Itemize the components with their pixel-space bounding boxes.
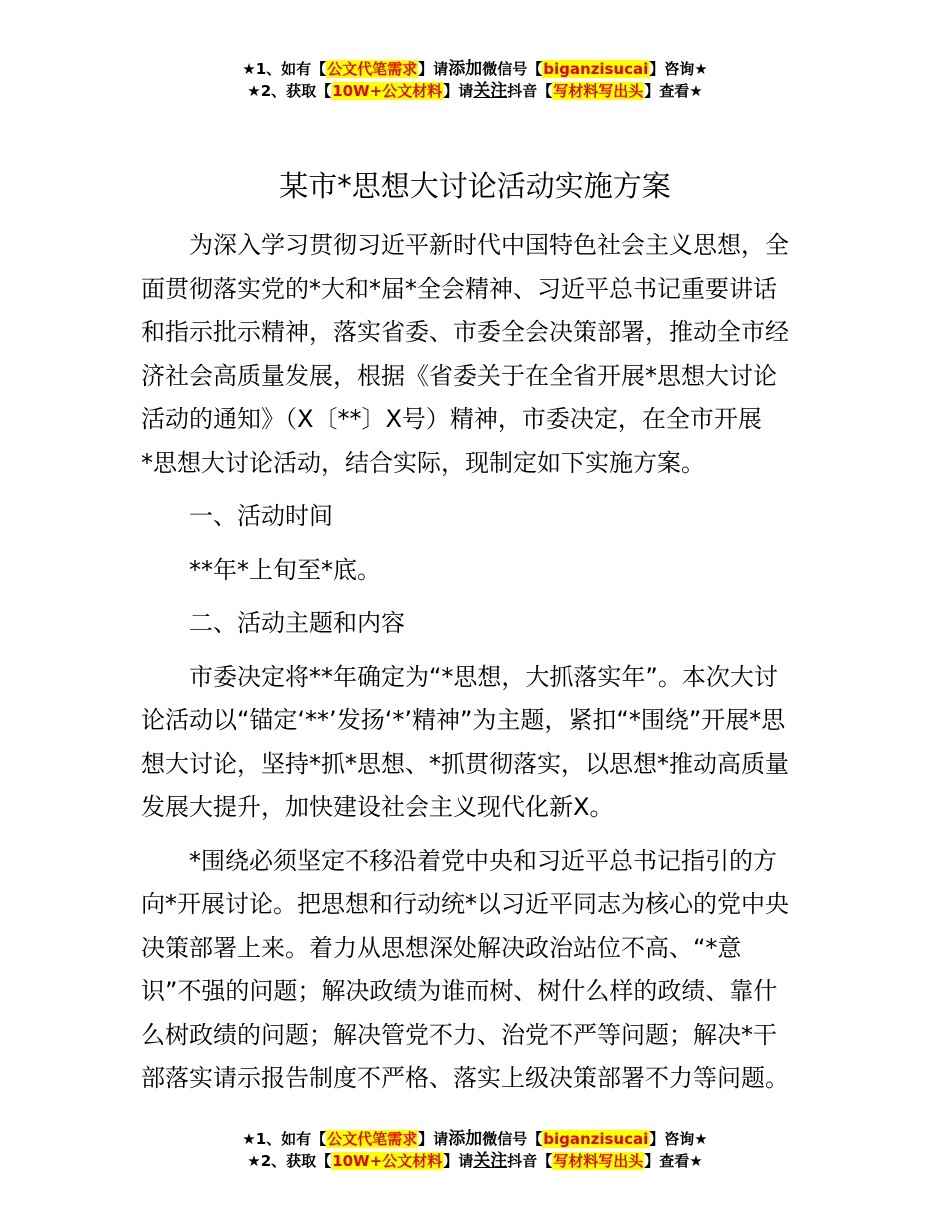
header-banner <box>0 58 950 102</box>
text-line: 为深入学习贯彻习近平新时代中国特色社会主义思想，全 <box>189 231 789 259</box>
banner-highlight: 10W+公文材料 <box>332 1152 443 1170</box>
text-line: 和指示批示精神，落实省委、市委全会决策部署，推动全市经 <box>141 318 789 346</box>
footer-banner <box>0 1128 950 1172</box>
text-line: 部落实请示报告制度不严格、落实上级决策部署不力等问题。 <box>141 1064 789 1092</box>
text-line: *围绕必须坚定不移沿着党中央和习近平总书记指引的方 <box>189 846 777 875</box>
text-line: 向*开展讨论。把思想和行动统*以习近平同志为核心的党中央 <box>141 890 789 918</box>
paragraph-requirements <box>141 840 811 1101</box>
banner-douyin-account: 写材料写出头 <box>553 1152 644 1170</box>
document-body <box>141 224 811 1101</box>
banner-wechat-id: biganzisucai <box>543 60 649 78</box>
text-line: 想大讨论，坚持*抓*思想、*抓贯彻落实，以思想*推动高质量 <box>141 749 789 778</box>
text-line: 面贯彻落实党的*大和*届*全会精神、习近平总书记重要讲话 <box>141 274 777 303</box>
text-line: 活动的通知》（X〔**〕X号）精神，市委决定，在全市开展 <box>141 405 762 433</box>
text-line: 论活动以“锚定‘**’发扬‘*’精神”为主题，紧扣“*围绕”开展*思 <box>141 706 786 734</box>
paragraph-theme <box>141 656 811 830</box>
text-line: 么树政绩的问题；解决管党不力、治党不严等问题；解决*干 <box>141 1020 777 1049</box>
text-line: 济社会高质量发展，根据《省委关于在全省开展*思想大讨论 <box>141 361 777 390</box>
section-heading-time: 一、活动时间 <box>189 502 333 530</box>
section-heading-theme: 二、活动主题和内容 <box>189 609 405 637</box>
banner-wechat-id: biganzisucai <box>543 1130 649 1148</box>
text-line: 识”不强的问题；解决政绩为谁而树、树什么样的政绩、靠什 <box>141 977 778 1005</box>
banner-highlight: 10W+公文材料 <box>332 82 443 100</box>
paragraph-intro <box>141 224 811 485</box>
text-line: 决策部署上来。着力从思想深处解决政治站位不高、“*意 <box>141 933 742 962</box>
paragraph-time: **年*上旬至*底。 <box>189 555 381 584</box>
text-line: 发展大提升，加快建设社会主义现代化新X。 <box>141 793 614 821</box>
text-line: *思想大讨论活动，结合实际，现制定如下实施方案。 <box>141 448 705 477</box>
document-title: 某市*思想大讨论活动实施方案 <box>279 169 671 203</box>
banner-line-2: ★2、获取【10W+公文材料】请关注抖音【写材料写出头】查看★ <box>247 81 703 101</box>
banner-line-1: ★1、如有【公文代笔需求】请添加微信号【biganzisucai】咨询★ <box>242 1129 708 1149</box>
banner-highlight: 公文代笔需求 <box>327 60 418 78</box>
text-line: 市委决定将**年确定为“*思想，大抓落实年”。本次大讨 <box>189 662 778 691</box>
banner-highlight: 公文代笔需求 <box>327 1130 418 1148</box>
banner-line-2: ★2、获取【10W+公文材料】请关注抖音【写材料写出头】查看★ <box>247 1151 703 1171</box>
banner-douyin-account: 写材料写出头 <box>553 82 644 100</box>
banner-line-1: ★1、如有【公文代笔需求】请添加微信号【biganzisucai】咨询★ <box>242 59 708 79</box>
